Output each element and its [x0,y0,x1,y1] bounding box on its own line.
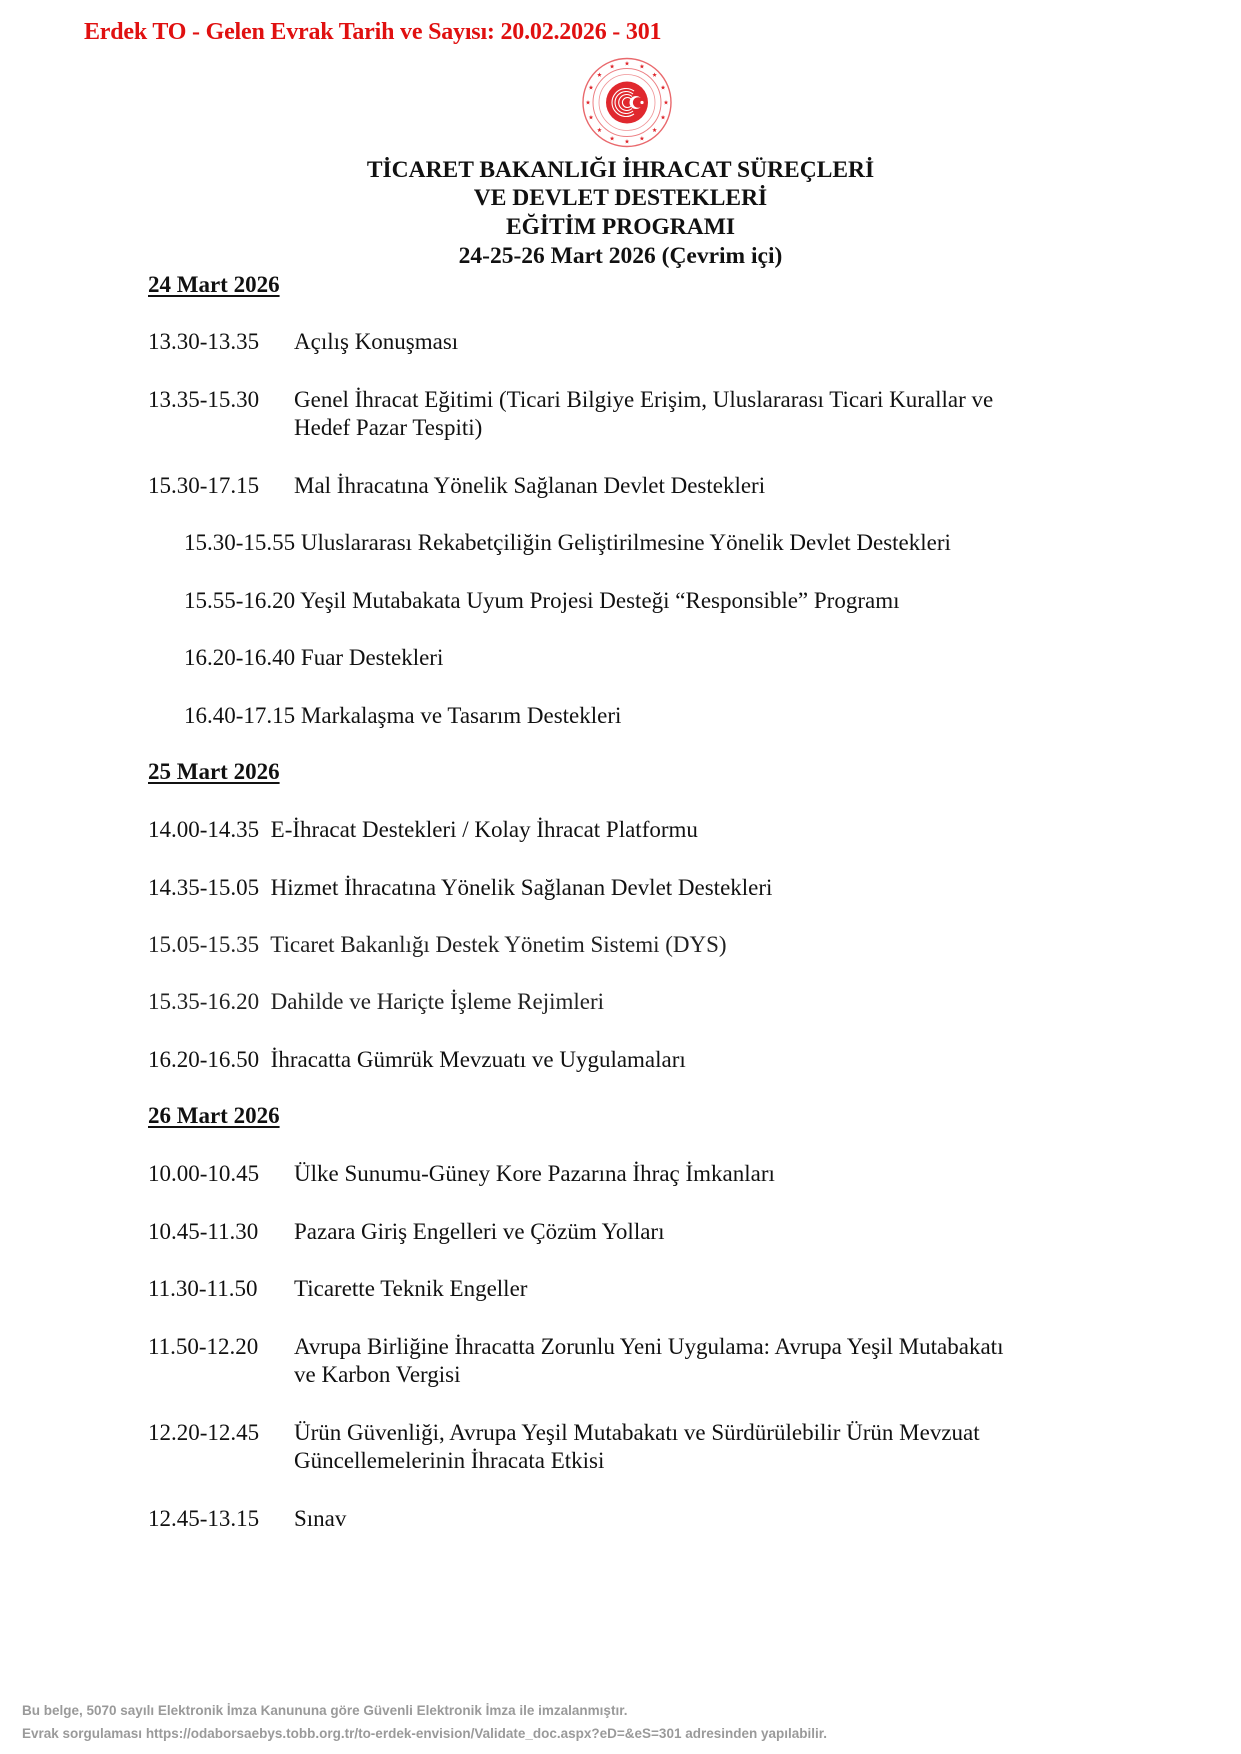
session-title: Uluslararası Rekabetçiliğin Geliştirilmesine Yönelik Devlet Destekleri [300,530,951,555]
seal-star-icon [652,73,657,77]
session-title: Markalaşma ve Tasarım Destekleri [300,703,622,728]
session-time: 11.30-11.50 [148,1276,258,1301]
session-time: 14.35-15.05 [148,875,260,900]
day-heading-25-march: 25 Mart 2026 [148,759,280,784]
sub-session [184,702,621,730]
session-title: İhracatta Gümrük Mevzuatı ve Uygulamaları [270,1047,686,1072]
session [148,816,698,844]
session-title-continued: ve Karbon Vergisi [294,1362,461,1387]
seal-star-icon [652,128,657,132]
document-title-line-1: TİCARET BAKANLIĞI İHRACAT SÜREÇLERİ [366,157,875,183]
session-title: Ticarette Teknik Engeller [294,1276,528,1301]
incoming-document-stamp: Erdek TO - Gelen Evrak Tarih ve Sayısı: 20.02.2026 - 301 [84,19,662,45]
seal-star-icon [625,139,630,143]
seal-star-icon [661,115,666,119]
seal-star-icon [610,64,615,68]
e-signature-notice: Bu belge, 5070 sayılı Elektronik İmza Kanununa göre Güvenli Elektronik İmza ile imzalanmıştır. [22,1703,628,1718]
session-title-continued: Hedef Pazar Tespiti) [294,415,483,440]
seal-star-icon [625,61,630,65]
seal-star-icon [610,136,615,140]
session-title: Fuar Destekleri [300,645,444,670]
session-title: Dahilde ve Hariçte İşleme Rejimleri [270,989,605,1014]
document-title-line-3: EĞİTİM PROGRAMI [505,214,736,240]
session-title: Yeşil Mutabakata Uyum Projesi Desteği “Responsible” Programı [300,588,900,613]
sub-session [184,587,900,615]
session-time: 15.30-15.55 [184,530,296,555]
session-time: 13.35-15.30 [148,387,260,412]
session-title: Genel İhracat Eğitimi (Ticari Bilgiye Erişim, Uluslararası Ticari Kurallar ve [294,387,994,412]
session-time: 15.30-17.15 [148,473,260,498]
seal-star-icon [664,100,669,104]
seal-star-icon [589,115,594,119]
seal-star-icon [640,136,645,140]
session-title: Açılış Konuşması [294,329,459,354]
session-time: 15.55-16.20 [184,588,296,613]
session-time: 10.45-11.30 [148,1219,259,1244]
session-time: 12.45-13.15 [148,1506,260,1531]
session [148,931,727,959]
seal-star-icon [640,64,645,68]
session-title: Ticaret Bakanlığı Destek Yönetim Sistemi (DYS) [270,932,727,957]
session-time: 16.40-17.15 [184,703,296,728]
session-time: 10.00-10.45 [148,1161,260,1186]
ministry-seal-logo [576,55,678,150]
session-time: 16.20-16.40 [184,645,296,670]
day-heading-24-march: 24 Mart 2026 [148,272,280,297]
session-time: 11.50-12.20 [148,1334,259,1359]
session-title: Hizmet İhracatına Yönelik Sağlanan Devlet Destekleri [270,875,773,900]
session [148,988,604,1016]
sub-session [184,529,951,557]
session [148,874,772,902]
session-title: E-İhracat Destekleri / Kolay İhracat Platformu [270,817,698,842]
session-time: 14.00-14.35 [148,817,260,842]
session [148,1046,686,1074]
seal-star-icon [589,85,594,89]
session-title: Avrupa Birliğine İhracatta Zorunlu Yeni Uygulama: Avrupa Yeşil Mutabakatı [294,1334,1004,1359]
session-time: 13.30-13.35 [148,329,260,354]
session-time: 12.20-12.45 [148,1420,260,1445]
session-title: Sınav [294,1506,347,1531]
session-title: Pazara Giriş Engelleri ve Çözüm Yolları [294,1219,665,1244]
seal-star-icon [661,85,666,89]
sub-session [184,644,443,672]
seal-star-icon [586,100,591,104]
ministry-of-trade-seal-icon [576,55,678,150]
session-title-continued: Güncellemelerinin İhracata Etkisi [294,1448,605,1473]
document-title-line-2: VE DEVLET DESTEKLERİ [473,185,768,211]
document-verification-link[interactable]: Evrak sorgulaması https://odaborsaebys.tobb.org.tr/to-erdek-envision/Validate_doc.aspx?eD=&eS=301 adresinden yapılabilir. [22,1726,828,1741]
session-title: Mal İhracatına Yönelik Sağlanan Devlet Destekleri [294,473,766,498]
day-heading-26-march: 26 Mart 2026 [148,1103,280,1128]
document-title-dates: 24-25-26 Mart 2026 (Çevrim içi) [458,243,783,269]
session-time: 15.35-16.20 [148,989,260,1014]
session-title: Ürün Güvenliği, Avrupa Yeşil Mutabakatı ve Sürdürülebilir Ürün Mevzuat [294,1420,980,1445]
session-time: 16.20-16.50 [148,1047,260,1072]
session-time: 15.05-15.35 [148,932,260,957]
seal-star-icon [597,128,602,132]
session-title: Ülke Sunumu-Güney Kore Pazarına İhraç İmkanları [294,1161,775,1186]
seal-star-icon [597,73,602,77]
